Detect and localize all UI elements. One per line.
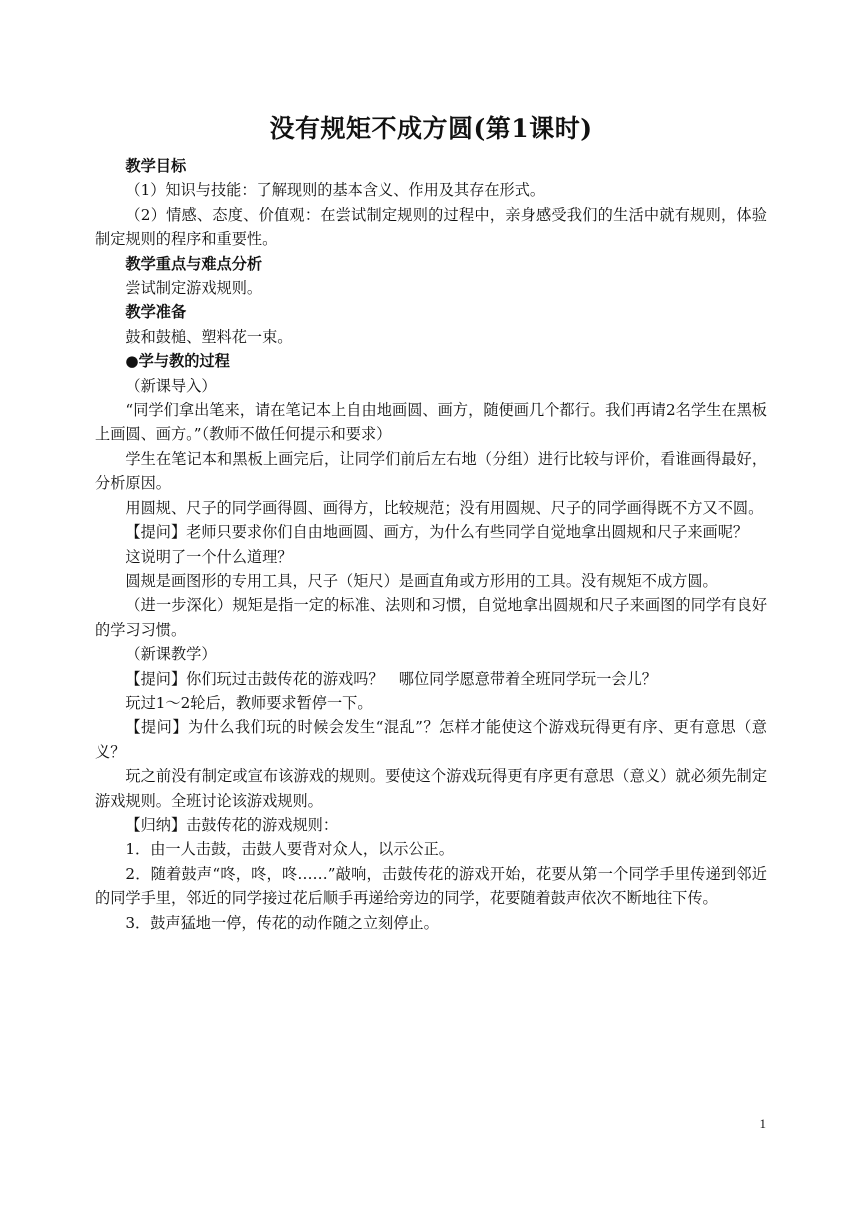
document-title: 没有规矩不成方圆(第1课时): [269, 114, 593, 143]
paragraph: 【提问】为什么我们玩的时候会发生“混乱”？怎样才能使这个游戏玩得更有序、更有意思（意义？: [95, 718, 767, 761]
paragraph: 玩之前没有制定或宣布该游戏的规则。要使这个游戏玩得更有序更有意思（意义）就必须先制定游戏规则。全班讨论该游戏规则。: [95, 767, 767, 810]
paragraph: 圆规是画图形的专用工具，尺子（矩尺）是画直角或方形用的工具。没有规矩不成方圆。: [125, 571, 718, 590]
paragraph: 鼓和鼓槌、塑料花一束。: [125, 327, 293, 346]
document-page: [95, 110, 767, 935]
paragraph: 1．由一人击鼓，击鼓人要背对众人，以示公正。: [125, 840, 454, 859]
paragraph: 用圆规、尺子的同学画得圆、画得方，比较规范；没有用圆规、尺子的同学画得既不方又不圆。: [125, 498, 764, 517]
paragraph: （2）情感、态度、价值观：在尝试制定规则的过程中，亲身感受我们的生活中就有规则，体验制定规则的程序和重要性。: [95, 205, 767, 249]
paragraph: 【提问】你们玩过击鼓传花的游戏吗？ 哪位同学愿意带着全班同学玩一会儿？: [125, 669, 657, 688]
paragraph: “同学们拿出笔来，请在笔记本上自由地画圆、画方，随便画几个都行。我们再请2名学生在黑板上画圆、画方。”（教师不做任何提示和要求）: [95, 401, 767, 444]
paragraph: （1）知识与技能：了解现则的基本含义、作用及其存在形式。: [125, 181, 546, 200]
paragraph: 【归纳】击鼓传花的游戏规则：: [125, 815, 339, 834]
paragraph: 学生在笔记本和黑板上画完后，让同学们前后左右地（分组）进行比较与评价，看谁画得最好，分析原因。: [95, 449, 767, 493]
page-number: 1: [759, 1116, 766, 1131]
section-heading: 教学目标: [125, 157, 187, 175]
paragraph: 这说明了一个什么道理？: [125, 547, 293, 566]
paragraph: 尝试制定游戏规则。: [125, 279, 263, 298]
paragraph: 【提问】老师只要求你们自由地画圆、画方，为什么有些同学自觉地拿出圆规和尺子来画呢？: [125, 523, 749, 542]
section-heading: 教学重点与难点分析: [125, 254, 263, 273]
paragraph: （新课导入）: [125, 376, 217, 395]
document-body: [95, 154, 767, 935]
paragraph: 2．随着鼓声“咚，咚，咚……”敲响，击鼓传花的游戏开始，花要从第一个同学手里传递到邻近的同学手里，邻近的同学接过花后顺手再递给旁边的同学，花要随着鼓声依次不断地往下传。: [95, 864, 767, 908]
section-heading: 教学准备: [125, 303, 187, 322]
paragraph: 玩过1～2轮后，教师要求暂停一下。: [125, 693, 373, 712]
paragraph: （进一步深化）规矩是指一定的标准、法则和习惯，自觉地拿出圆规和尺子来画图的同学有良好的学习习惯。: [95, 596, 767, 639]
paragraph: 3．鼓声猛地一停，传花的动作随之立刻停止。: [125, 913, 439, 932]
paragraph: （新课教学）: [125, 645, 217, 664]
section-heading: ●学与教的过程: [125, 352, 230, 371]
